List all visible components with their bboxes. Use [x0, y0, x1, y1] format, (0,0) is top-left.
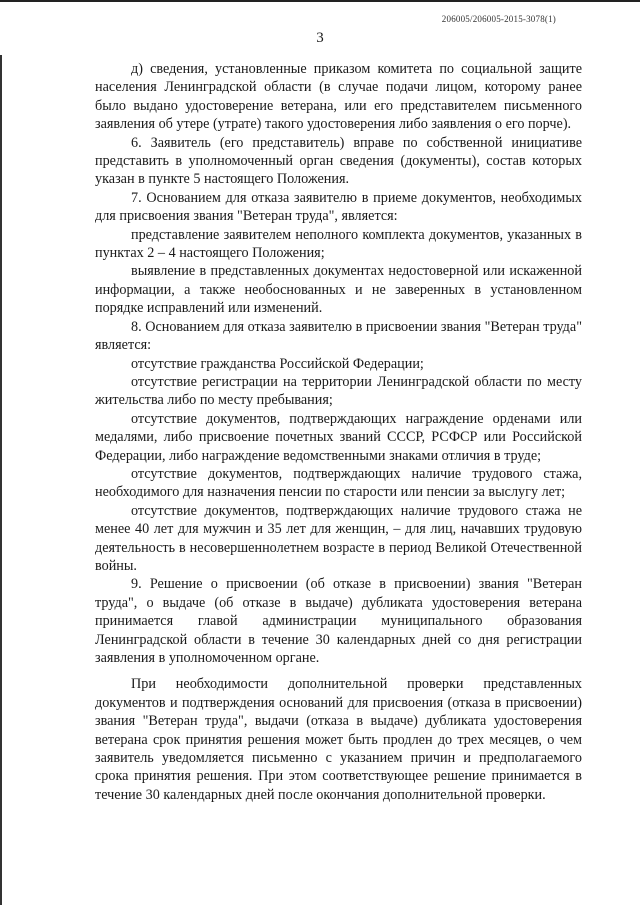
left-scan-edge	[0, 55, 2, 905]
paragraph-8-item-5: отсутствие документов, подтверждающих наличие трудового стажа не менее 40 лет для мужчин и 35 лет для женщин, – для лиц, начавших трудовую деятельность в несовершеннолетнем возрасте в период Великой Отечественной войны.	[95, 502, 582, 574]
paragraph-8-item-4: отсутствие документов, подтверждающих наличие трудового стажа, необходимого для назначения пенсии по старости или пенсии за выслугу лет;	[95, 465, 582, 501]
paragraph-6: 6. Заявитель (его представитель) вправе по собственной инициативе представить в уполномоченный орган сведения (документы), состав которых указан в пункте 5 настоящего Положения.	[95, 134, 582, 188]
paragraph-8-item-3: отсутствие документов, подтверждающих награждение орденами или медалями, либо присвоение почетных званий СССР, РСФСР или Российской Федерации, либо награждение ведомственными знаками отличия в труде;	[95, 410, 582, 464]
paragraph-8: 8. Основанием для отказа заявителю в присвоении звания "Ветеран труда" является:	[95, 318, 582, 354]
paragraph-5d: д) сведения, установленные приказом комитета по социальной защите населения Ленинградской области (в случае подачи лицом, которому ранее было выдано удостоверение ветерана, или его представителем письменного заявления об утере (утрате) такого удостоверения либо заявления о его порче).	[95, 61, 582, 133]
paragraph-7-item-2: выявление в представленных документах недостоверной или искаженной информации, а также необоснованных и не заверенных в установленном порядке исправлений или изменений.	[95, 263, 582, 317]
top-border-line	[0, 0, 640, 2]
paragraph-9: 9. Решение о присвоении (об отказе в присвоении) звания "Ветеран труда", о выдаче (об отказе в выдаче) дубликата удостоверения ветерана принимается главой администрации муниципального образования Ленинградской области в течение 30 календарных дней со дня регистрации заявления в уполномоченном органе.	[95, 576, 582, 666]
paragraph-7-item-1: представление заявителем неполного комплекта документов, указанных в пунктах 2 – 4 настоящего Положения;	[95, 226, 582, 262]
page-number: 3	[316, 30, 324, 46]
paragraph-8-item-2: отсутствие регистрации на территории Ленинградской области по месту жительства либо по месту пребывания;	[95, 373, 582, 409]
document-number: 206005/206005-2015-3078(1)	[441, 14, 556, 24]
paragraph-8-item-1: отсутствие гражданства Российской Федерации;	[131, 355, 424, 372]
paragraph-gap	[95, 667, 582, 675]
paragraph-9-extension: При необходимости дополнительной проверки представленных документов и подтверждения оснований для присвоения (отказа в присвоении) звания "Ветеран труда", выдачи (отказа в выдаче) дубликата удостоверения ветерана срок принятия решения может быть продлен до трех месяцев, о чем заявитель уведомляется письменно с указанием причин и предполагаемого срока принятия решения. При этом соответствующее решение принимается в течение 30 календарных дней после окончания дополнительной проверки.	[95, 676, 582, 803]
paragraph-7: 7. Основанием для отказа заявителю в приеме документов, необходимых для присвоения звания "Ветеран труда", является:	[95, 189, 582, 225]
document-body	[95, 60, 582, 804]
